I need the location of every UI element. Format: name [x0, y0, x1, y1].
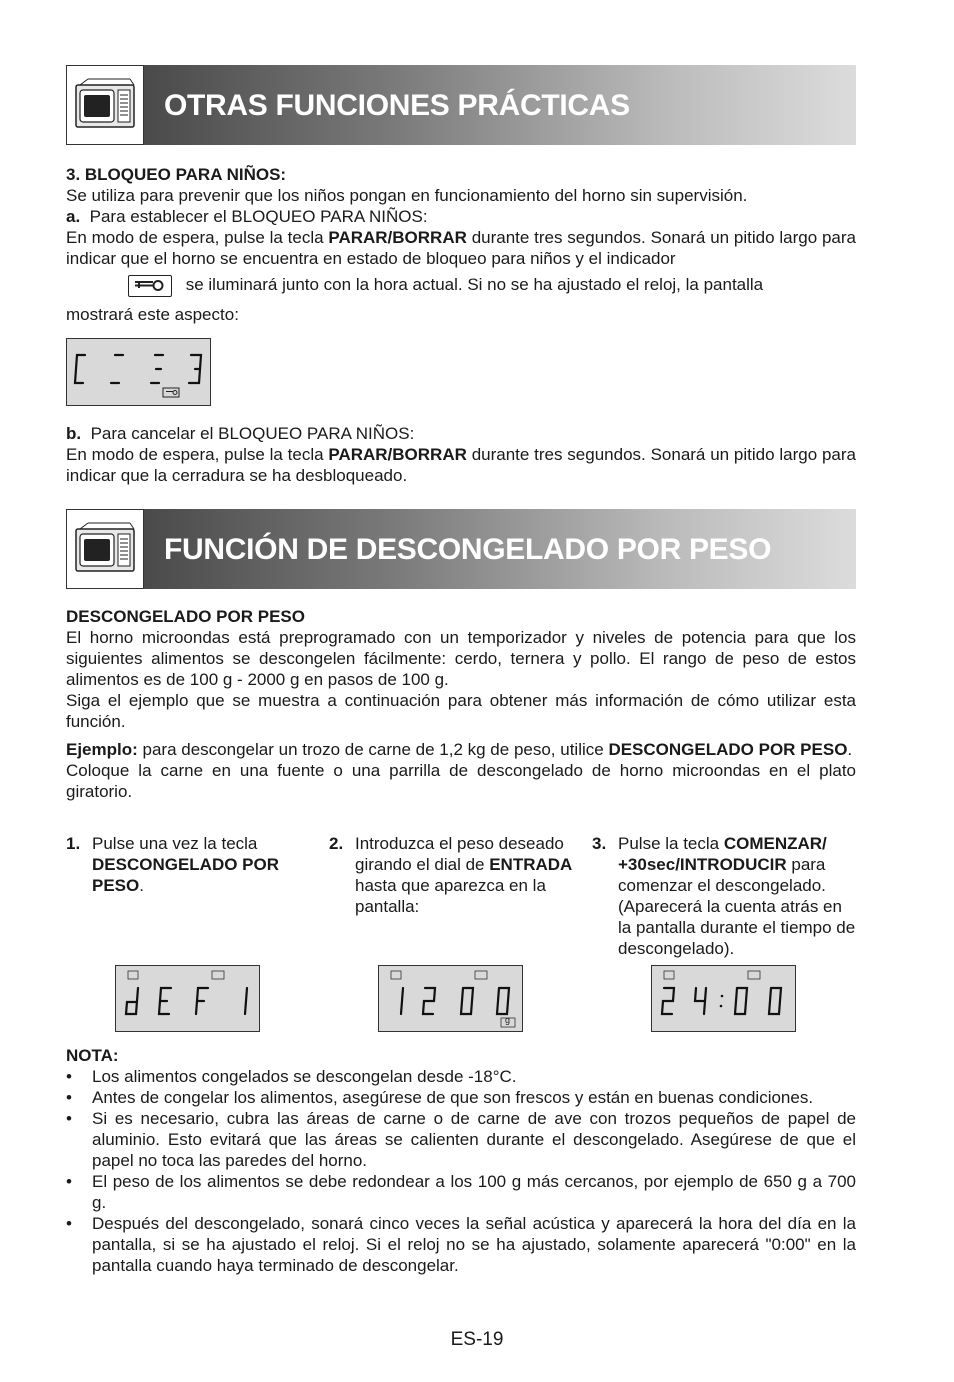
- weight-defrost-heading: DESCONGELADO POR PESO: [66, 607, 305, 626]
- microwave-icon: [66, 65, 144, 145]
- list-item: • Antes de congelar los alimentos, asegúrese de que son frescos y están en buenas condiciones.: [66, 1088, 814, 1107]
- child-lock-section: [66, 164, 856, 269]
- section-banner-descongelado: [66, 509, 856, 589]
- list-item: • El peso de los alimentos se debe redondear a los 100 g más cercanos, por ejemplo de 650 g a 700 g.: [66, 1172, 856, 1212]
- step-3: 3. Pulse la tecla COMENZAR/ +30sec/INTRODUCIR para comenzar el descongelado. (Aparecerá la cuenta atrás en la pantalla durante el tiempo de descongelado).: [592, 834, 856, 958]
- notes-heading: NOTA:: [66, 1046, 119, 1065]
- page-number: ES-19: [450, 1329, 504, 1350]
- list-item: • Después del descongelado, sonará cinco veces la señal acústica y aparecerá la hora del día en la pantalla, si se ha ajustado el reloj. Si el reloj no se ha ajustado, solamente aparecerá "0:00" en la pantalla cuando haya terminado de descongelar.: [66, 1214, 856, 1275]
- child-lock-intro: Se utiliza para prevenir que los niños pongan en funcionamiento del horno sin supervisión.: [66, 186, 748, 205]
- child-lock-cancel-paragraph: En modo de espera, pulse la tecla PARAR/BORRAR durante tres segundos. Sonará un pitido largo para indicar que la cerradura se ha desbloqueado.: [66, 445, 856, 485]
- section-banner-otras-funciones: [66, 65, 856, 145]
- example-paragraph: Ejemplo: para descongelar un trozo de carne de 1,2 kg de peso, utilice DESCONGELADO POR PESO.: [66, 740, 853, 759]
- child-lock-step-a: a. Para establecer el BLOQUEO PARA NIÑOS:: [66, 207, 428, 226]
- weight-defrost-section: [66, 606, 856, 802]
- microwave-icon: [66, 509, 144, 589]
- section-title: OTRAS FUNCIONES PRÁCTICAS: [164, 88, 630, 122]
- lock-indicator-line: se iluminará junto con la hora actual. Si no se ha ajustado el reloj, la pantalla: [66, 273, 856, 297]
- lcd-display-2400: [651, 965, 796, 1032]
- list-item: • Si es necesario, cubra las áreas de carne o de carne de ave con trozos pequeños de papel de aluminio. Esto evitará que las áreas se calienten durante el descongelado. Asegúrese de que el papel no toca las paredes del horno.: [66, 1109, 856, 1170]
- step-2: 2. Introduzca el peso deseado girando el dial de ENTRADA hasta que aparezca en la pantalla:: [329, 834, 573, 916]
- weight-defrost-p1: El horno microondas está preprogramado con un temporizador y niveles de potencia para que los siguientes alimentos se descongelen fácilmente: cerdo, ternera y pollo. El rango de peso de estos alimentos es de 100 g - 2000 g en pasos de 100 g.: [66, 628, 856, 689]
- child-lock-step-b: b. Para cancelar el BLOQUEO PARA NIÑOS:: [66, 424, 415, 443]
- lcd-display-def1: [115, 965, 260, 1032]
- child-lock-cancel-section: [66, 423, 856, 486]
- weight-defrost-p2: Siga el ejemplo que se muestra a continuación para obtener más información de cómo utilizar esta función.: [66, 691, 856, 731]
- step-1: 1. Pulse una vez la tecla DESCONGELADO POR PESO.: [66, 834, 280, 895]
- notes-section: [66, 1045, 856, 1276]
- weight-defrost-p3: Coloque la carne en una fuente o una parrilla de descongelado de horno microondas en el plato giratorio.: [66, 761, 856, 801]
- child-lock-heading: 3. BLOQUEO PARA NIÑOS:: [66, 165, 287, 184]
- lcd-display-lock: [66, 338, 211, 406]
- list-item: • Los alimentos congelados se descongelan desde -18°C.: [66, 1067, 517, 1086]
- display-appearance-text: mostrará este aspecto:: [66, 305, 239, 324]
- lcd-display-1200: [378, 965, 523, 1032]
- unit-g-label: g: [505, 1015, 511, 1025]
- section-title: FUNCIÓN DE DESCONGELADO POR PESO: [164, 532, 772, 566]
- notes-list: [66, 1066, 856, 1276]
- lock-indicator-icon: [128, 275, 172, 297]
- child-lock-set-paragraph: En modo de espera, pulse la tecla PARAR/BORRAR durante tres segundos. Sonará un pitido largo para indicar que el horno se encuentra en estado de bloqueo para niños y el indicador: [66, 228, 856, 268]
